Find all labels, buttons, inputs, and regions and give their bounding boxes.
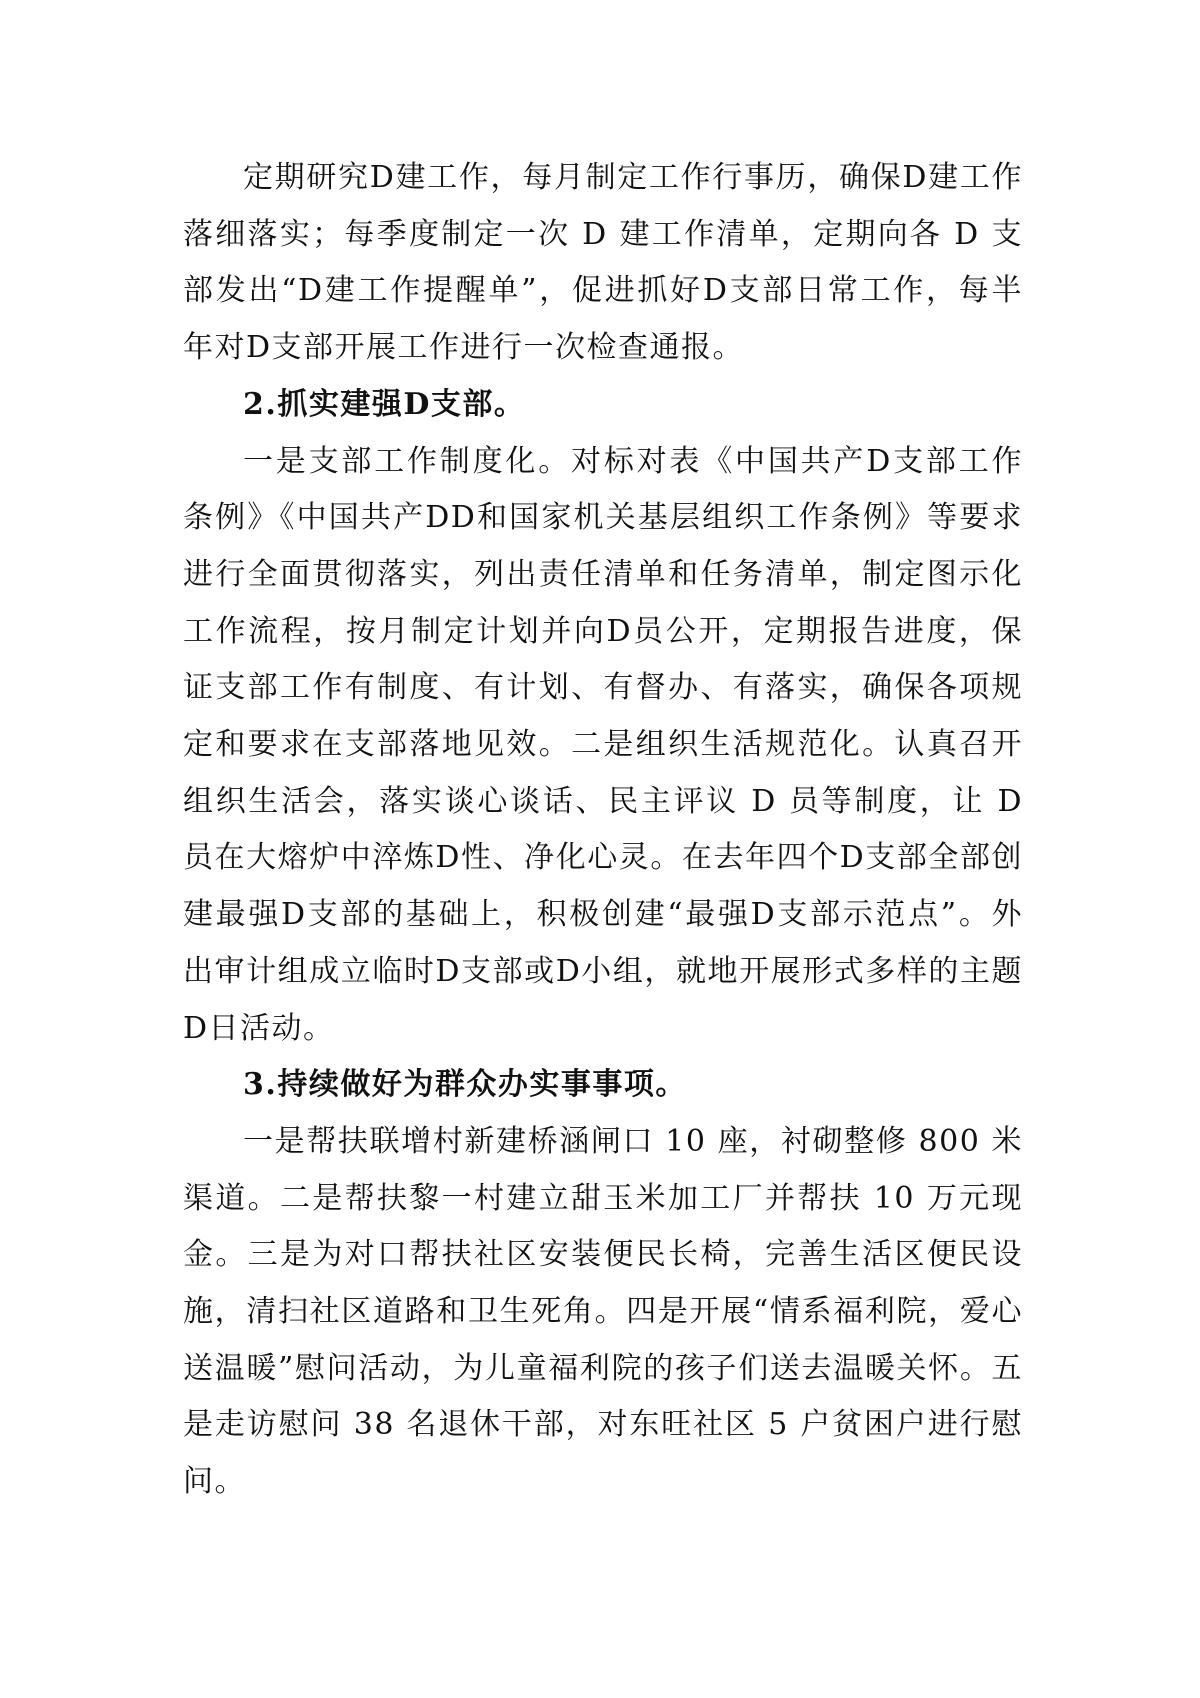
paragraph-party-work-schedule: 定期研究D建工作，每月制定工作行事历，确保D建工作落细落实；每季度制定一次 D 建工作清单，定期向各 D 支部发出“D建工作提醒单”，促进抓好D支部日常工作，每半年对D支部开展工作进行一次检查通报。 — [183, 160, 1023, 366]
section-heading-3: 3.持续做好为群众办实事事项。 — [243, 1067, 687, 1103]
paragraph-branch-institutionalization: 一是支部工作制度化。对标对表《中国共产D支部工作条例》《中国共产DD和国家机关基层组织工作条例》等要求进行全面贯彻落实，列出责任清单和任务清单，制定图示化工作流程，按月制定计划并向D员公开，定期报告进度，保证支部工作有制度、有计划、有督办、有落实，确保各项规定和要求在支部落地见效。二是组织生活规范化。认真召开组织生活会，落实谈心谈话、民主评议 D 员等制度，让 D 员在大熔炉中淬炼D性、净化心灵。在去年四个D支部全部创建最强D支部的基础上，积极创建“最强D支部示范点”。外出审计组成立临时D支部或D小组，就地开展形式多样的主题D日活动。 — [183, 443, 1023, 1046]
section-heading-2: 2.抓实建强D支部。 — [243, 386, 526, 422]
paragraph-practical-matters: 一是帮扶联增村新建桥涵闸口 10 座，衬砌整修 800 米渠道。二是帮扶黎一村建立甜玉米加工厂并帮扶 10 万元现金。三是为对口帮扶社区安装便民长椅，完善生活区便民设施，清扫社区道路和卫生死角。四是开展“情系福利院，爱心送温暖”慰问活动，为儿童福利院的孩子们送去温暖关怀。五是走访慰问 38 名退休干部，对东旺社区 5 户贫困户进行慰问。 — [183, 1123, 1023, 1500]
document-body — [183, 150, 1023, 1511]
